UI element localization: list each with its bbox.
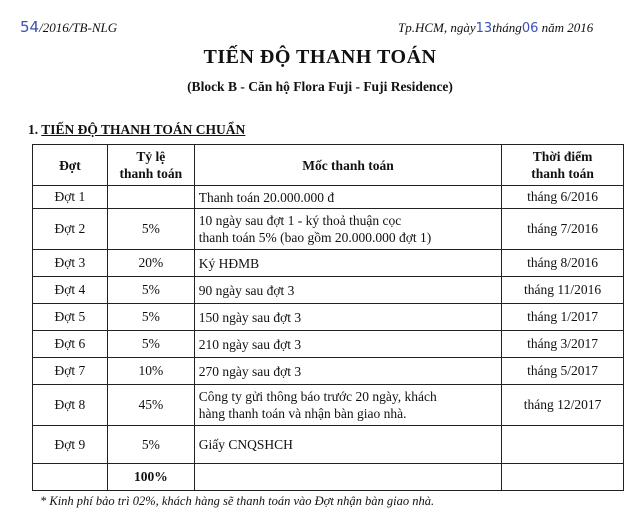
cell-milestone: 90 ngày sau đợt 3	[194, 277, 501, 304]
table-row	[33, 277, 624, 304]
document-number	[20, 18, 117, 36]
table-row	[33, 186, 624, 209]
cell-time: tháng 1/2017	[502, 304, 624, 331]
cell-dot: Đợt 9	[33, 426, 108, 464]
milestone-line2: hàng thanh toán và nhận bàn giao nhà.	[198, 406, 407, 421]
milestone-line2: thanh toán 5% (bao gồm 20.000.000 đợt 1)	[198, 230, 432, 245]
cell-time: tháng 5/2017	[502, 358, 624, 385]
cell-rate: 45%	[107, 385, 194, 426]
header-time-line1: Thời điểm	[532, 149, 593, 164]
cell-time: tháng 12/2017	[502, 385, 624, 426]
cell-rate: 5%	[107, 209, 194, 250]
document-subtitle: (Block B - Căn hộ Flora Fuji - Fuji Residence)	[187, 79, 453, 94]
cell-dot: Đợt 2	[33, 209, 108, 250]
cell-dot: Đợt 8	[33, 385, 108, 426]
document-date	[398, 20, 593, 36]
table-row	[33, 209, 624, 250]
date-month-label: tháng	[492, 20, 522, 35]
cell-milestone: Giấy CNQSHCH	[194, 426, 501, 464]
cell-time: tháng 8/2016	[502, 250, 624, 277]
handwritten-doc-number: 54	[20, 18, 40, 36]
table-row	[33, 250, 624, 277]
footnote: * Kinh phí bảo trì 02%, khách hàng sẽ thanh toán vào Đợt nhận bàn giao nhà.	[40, 494, 435, 508]
table-row	[33, 304, 624, 331]
document-title: TIẾN ĐỘ THANH TOÁN	[203, 46, 437, 68]
cell-time: tháng 3/2017	[502, 331, 624, 358]
cell-milestone	[194, 385, 501, 426]
table-header-row	[33, 145, 624, 186]
date-place: Tp.HCM, ngày	[398, 20, 476, 35]
milestone-line1: 10 ngày sau đợt 1 - ký thoả thuận cọc	[198, 213, 402, 228]
cell-time: tháng 7/2016	[502, 209, 624, 250]
table-row	[33, 385, 624, 426]
cell-milestone: Thanh toán 20.000.000 đ	[194, 186, 501, 209]
cell-dot: Đợt 6	[33, 331, 108, 358]
cell-rate: 10%	[107, 358, 194, 385]
section-heading	[28, 122, 245, 138]
cell-dot: Đợt 3	[33, 250, 108, 277]
table-total-row	[33, 464, 624, 491]
cell-milestone: 150 ngày sau đợt 3	[194, 304, 501, 331]
handwritten-day: 13	[475, 21, 493, 36]
total-empty-cell	[33, 464, 108, 491]
cell-time: tháng 6/2016	[502, 186, 624, 209]
cell-rate: 5%	[107, 426, 194, 464]
cell-dot: Đợt 5	[33, 304, 108, 331]
header-time-line2: thanh toán	[531, 166, 594, 181]
payment-schedule-table	[32, 144, 624, 491]
handwritten-month: 06	[521, 21, 539, 36]
cell-dot: Đợt 4	[33, 277, 108, 304]
table-row	[33, 358, 624, 385]
cell-rate: 5%	[107, 304, 194, 331]
date-year: năm 2016	[541, 20, 594, 35]
total-empty-cell	[502, 464, 624, 491]
header-rate-line1: Tỷ lệ	[136, 149, 166, 164]
header-milestone: Mốc thanh toán	[194, 145, 501, 186]
header-dot: Đợt	[33, 145, 108, 186]
cell-rate: 5%	[107, 331, 194, 358]
cell-time	[502, 426, 624, 464]
cell-rate	[107, 186, 194, 209]
header-rate	[107, 145, 194, 186]
section-label: TIẾN ĐỘ THANH TOÁN CHUẨN	[41, 122, 246, 137]
table-row	[33, 331, 624, 358]
header-time	[502, 145, 624, 186]
header-rate-line2: thanh toán	[119, 166, 183, 181]
milestone-line1: Công ty gửi thông báo trước 20 ngày, khách	[198, 389, 437, 404]
cell-milestone: 270 ngày sau đợt 3	[194, 358, 501, 385]
cell-milestone: Ký HĐMB	[194, 250, 501, 277]
doc-number-suffix: /2016/TB-NLG	[39, 20, 118, 35]
cell-milestone	[194, 209, 501, 250]
section-number: 1.	[28, 122, 39, 137]
cell-dot: Đợt 1	[33, 186, 108, 209]
cell-milestone: 210 ngày sau đợt 3	[194, 331, 501, 358]
total-empty-cell	[194, 464, 501, 491]
total-rate: 100%	[107, 464, 194, 491]
cell-dot: Đợt 7	[33, 358, 108, 385]
cell-rate: 5%	[107, 277, 194, 304]
cell-rate: 20%	[107, 250, 194, 277]
table-row	[33, 426, 624, 464]
cell-time: tháng 11/2016	[502, 277, 624, 304]
